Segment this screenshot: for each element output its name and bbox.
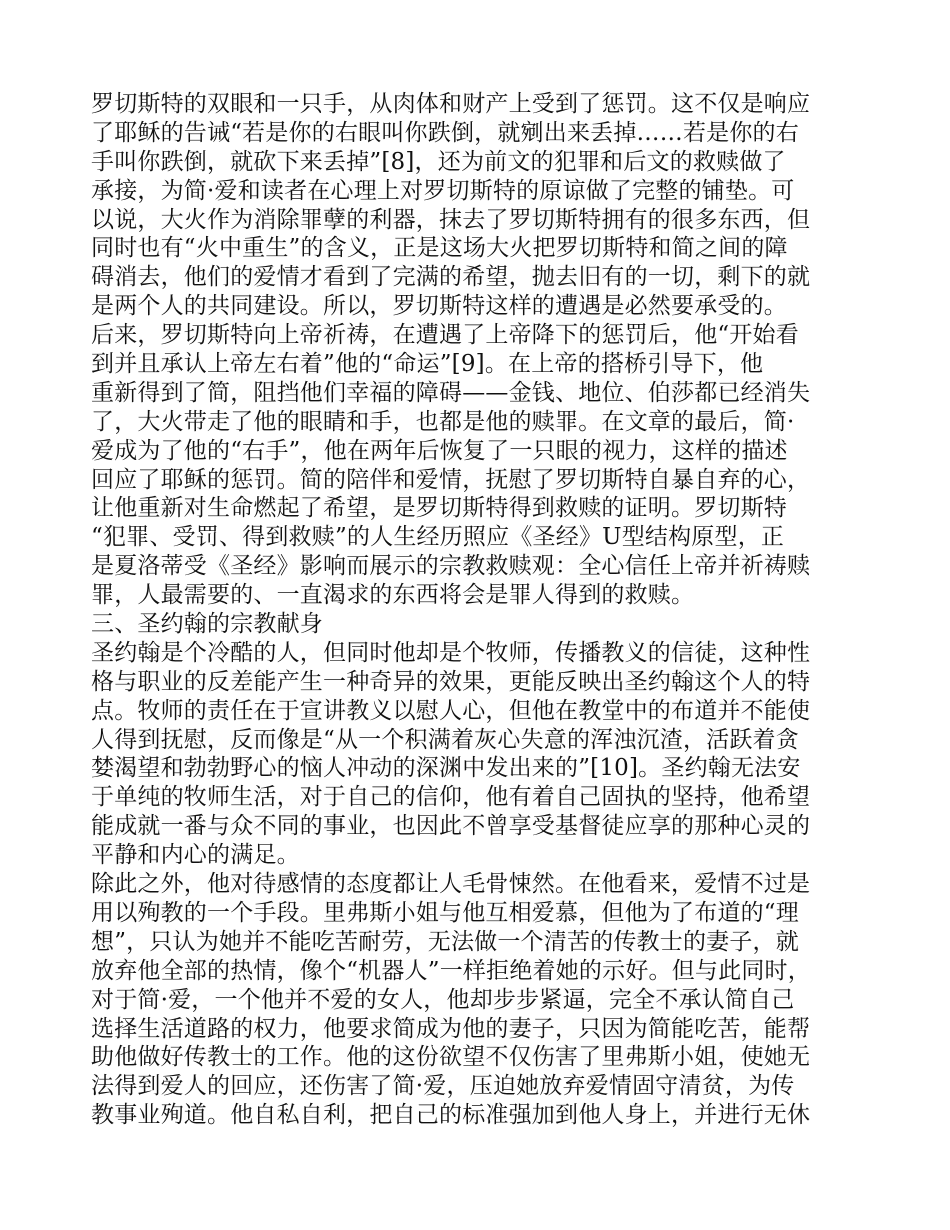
section-heading: 三、圣约翰的宗教献身 bbox=[91, 611, 323, 638]
text-line: 承接，为简·爱和读者在心理上对罗切斯特的原谅做了完整的铺垫。可 bbox=[91, 177, 795, 204]
text-line: 圣约翰是个冷酷的人，但同时他却是个牧师，传播教义的信徒，这种性 bbox=[91, 639, 811, 666]
text-line: 后来，罗切斯特向上帝祈祷，在遭遇了上帝降下的惩罚后，他“开始看 bbox=[91, 322, 799, 349]
text-line: 碍消去，他们的爱情才看到了完满的希望，抛去旧有的一切，剩下的就 bbox=[91, 264, 811, 291]
text-line: 爱成为了他的“右手”，他在两年后恢复了一只眼的视力，这样的描述 bbox=[91, 437, 788, 464]
text-line: 于单纯的牧师生活，对于自己的信仰，他有着自己固执的坚持，他希望 bbox=[91, 784, 811, 811]
text-line: 点。牧师的责任在于宣讲教义以慰人心，但他在教堂中的布道并不能使 bbox=[91, 697, 811, 724]
text-line: 以说，大火作为消除罪孽的利器，抹去了罗切斯特拥有的很多东西，但 bbox=[91, 206, 811, 233]
text-line: “犯罪、受罚、得到救赎”的人生经历照应《圣经》U型结构原型，正 bbox=[91, 524, 785, 551]
text-line: 是夏洛蒂受《圣经》影响而展示的宗教救赎观：全心信任上帝并祈祷赎 bbox=[91, 553, 811, 580]
text-line: 平静和内心的满足。 bbox=[91, 842, 300, 869]
text-line: 罪，人最需要的、一直渴求的东西将会是罪人得到的救赎。 bbox=[91, 582, 695, 609]
text-line: 同时也有“火中重生”的含义，正是这场大火把罗切斯特和简之间的障 bbox=[91, 235, 788, 262]
text-line: 除此之外，他对待感情的态度都让人毛骨悚然。在他看来，爱情不过是 bbox=[91, 871, 811, 898]
document-body bbox=[91, 90, 881, 1130]
text-line: 了耶稣的告诫“若是你的右眼叫你跌倒，就剜出来丢掉……若是你的右 bbox=[91, 119, 799, 146]
text-line: 重新得到了简，阻挡他们幸福的障碍——金钱、地位、伯莎都已经消失 bbox=[91, 379, 811, 406]
text-line: 法得到爱人的回应，还伤害了简·爱，压迫她放弃爱情固守清贫，为传 bbox=[91, 1073, 795, 1100]
text-line: 能成就一番与众不同的事业，也因此不曾享受基督徒应享的那种心灵的 bbox=[91, 813, 811, 840]
text-line: 是两个人的共同建设。所以，罗切斯特这样的遭遇是必然要承受的。 bbox=[91, 293, 787, 320]
text-line: 罗切斯特的双眼和一只手，从肉体和财产上受到了惩罚。这不仅是响应 bbox=[91, 91, 811, 117]
text-line: 想”，只认为她并不能吃苦耐劳，无法做一个清苦的传教士的妻子，就 bbox=[91, 928, 799, 955]
text-line: 格与职业的反差能产生一种奇异的效果，更能反映出圣约翰这个人的特 bbox=[91, 668, 811, 695]
text-line: 选择生活道路的权力，他要求简成为他的妻子，只因为简能吃苦，能帮 bbox=[91, 1015, 811, 1042]
text-line: 手叫你跌倒，就砍下来丢掉”[8]，还为前文的犯罪和后文的救赎做了 bbox=[91, 148, 786, 175]
text-line: 助他做好传教士的工作。他的这份欲望不仅伤害了里弗斯小姐，使她无 bbox=[91, 1044, 811, 1071]
text-line: 了，大火带走了他的眼睛和手，也都是他的赎罪。在文章的最后，简· bbox=[91, 408, 795, 435]
text-line: 人得到抚慰，反而像是“从一个积满着灰心失意的浑浊沉渣，活跃着贪 bbox=[91, 726, 799, 753]
text-line: 让他重新对生命燃起了希望，是罗切斯特得到救赎的证明。罗切斯特 bbox=[91, 495, 787, 522]
text-line: 到并且承认上帝左右着”他的“命运”[9]。在上帝的搭桥引导下，他 bbox=[91, 351, 764, 378]
text-line: 对于简·爱，一个他并不爱的女人，他却步步紧逼，完全不承认简自己 bbox=[91, 986, 795, 1013]
text-line: 教事业殉道。他自私自利，把自己的标准强加到他人身上，并进行无休 bbox=[91, 1102, 811, 1129]
text-line: 用以殉教的一个手段。里弗斯小姐与他互相爱慕，但他为了布道的“理 bbox=[91, 899, 799, 926]
text-line: 放弃他全部的热情，像个“机器人”一样拒绝着她的示好。但与此同时， bbox=[91, 957, 811, 984]
text-line: 婪渴望和勃勃野心的恼人冲动的深渊中发出来的”[10]。圣约翰无法安 bbox=[91, 755, 801, 782]
text-line: 回应了耶稣的惩罚。简的陪伴和爱情，抚慰了罗切斯特自暴自弃的心， bbox=[91, 466, 811, 493]
